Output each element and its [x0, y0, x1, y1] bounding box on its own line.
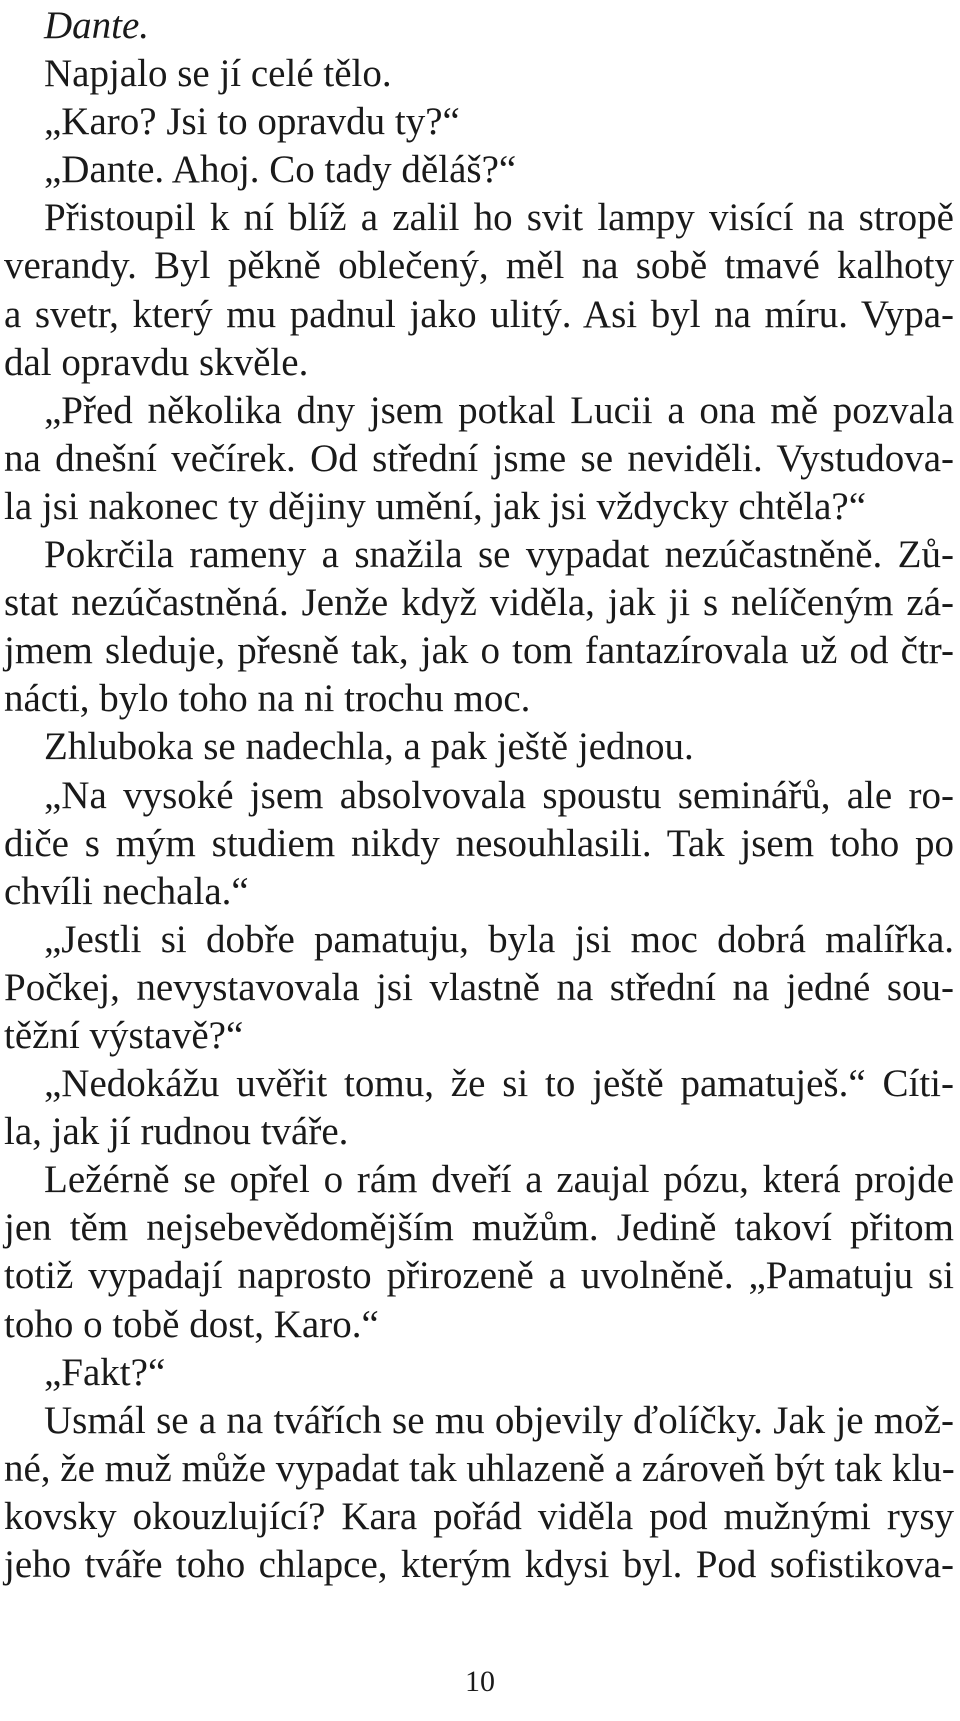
text-line: na dnešní večírek. Od střední jsme se neviděli. Vystudova- [4, 436, 954, 480]
text-line: dal opravdu skvěle. [4, 340, 309, 384]
text-line: „Fakt?“ [44, 1350, 166, 1394]
text-line: diče s mým studiem nikdy nesouhlasili. Tak jsem toho po [4, 821, 954, 865]
text-line: jeho tváře toho chlapce, kterým kdysi byl. Pod sofistikova- [4, 1543, 954, 1586]
text-line: jmem sleduje, přesně tak, jak o tom fantazírovala už od čtr- [4, 629, 954, 673]
text-line: toho o tobě dost, Karo.“ [4, 1302, 379, 1346]
page-body [4, 2, 954, 1589]
text-line: „Na vysoké jsem absolvovala spoustu seminářů, ale ro- [44, 773, 954, 817]
text-line: stat nezúčastněná. Jenže když viděla, jak ji s nelíčeným zá- [4, 581, 954, 625]
text-line: Pokrčila rameny a snažila se vypadat nezúčastněně. Zů- [44, 533, 954, 577]
text-line: verandy. Byl pěkně oblečený, měl na sobě tmavé kalhoty [4, 244, 954, 288]
text-line: „Karo? Jsi to opravdu ty?“ [44, 100, 460, 144]
text-line: Dante. [44, 4, 150, 47]
text-line: né, že muž může vypadat tak uhlazeně a zároveň být tak klu- [4, 1446, 955, 1490]
text-line: Přistoupil k ní blíž a zalil ho svit lampy visící na stropě [44, 196, 954, 240]
text-line: „Nedokážu uvěřit tomu, že si to ještě pamatuješ.“ Cíti- [44, 1062, 954, 1106]
text-line: la jsi nakonec ty dějiny umění, jak jsi vždycky chtěla?“ [4, 484, 867, 528]
text-line: „Dante. Ahoj. Co tady děláš?“ [44, 148, 517, 192]
text-line: kovsky okouzlující? Kara pořád viděla pod mužnými rysy [4, 1494, 954, 1538]
text-line: chvíli nechala.“ [4, 869, 249, 913]
text-line: nácti, bylo toho na ni trochu moc. [4, 677, 531, 721]
text-line: a svetr, který mu padnul jako ulitý. Asi byl na míru. Vypa- [4, 292, 954, 336]
text-line: „Jestli si dobře pamatuju, byla jsi moc dobrá malířka. [44, 917, 954, 961]
text-line: Zhluboka se nadechla, a pak ještě jednou. [44, 725, 694, 769]
text-line: Usmál se a na tvářích se mu objevily ďolíčky. Jak je mož- [44, 1398, 954, 1442]
text-line: „Před několika dny jsem potkal Lucii a ona mě pozvala [44, 388, 954, 432]
page-number: 10 [465, 1665, 495, 1698]
text-line: Počkej, nevystavovala jsi vlastně na střední na jedné sou- [4, 965, 954, 1009]
text-line: jen těm nejsebevědomějším mužům. Jedině takoví přitom [4, 1206, 954, 1250]
text-line: la, jak jí rudnou tváře. [4, 1110, 349, 1154]
text-line: těžní výstavě?“ [4, 1013, 244, 1057]
text-line: Ležérně se opřel o rám dveří a zaujal pózu, která projde [44, 1158, 954, 1202]
text-line: totiž vypadají naprosto přirozeně a uvolněně. „Pamatuju si [4, 1254, 954, 1298]
text-line: Napjalo se jí celé tělo. [44, 52, 392, 96]
